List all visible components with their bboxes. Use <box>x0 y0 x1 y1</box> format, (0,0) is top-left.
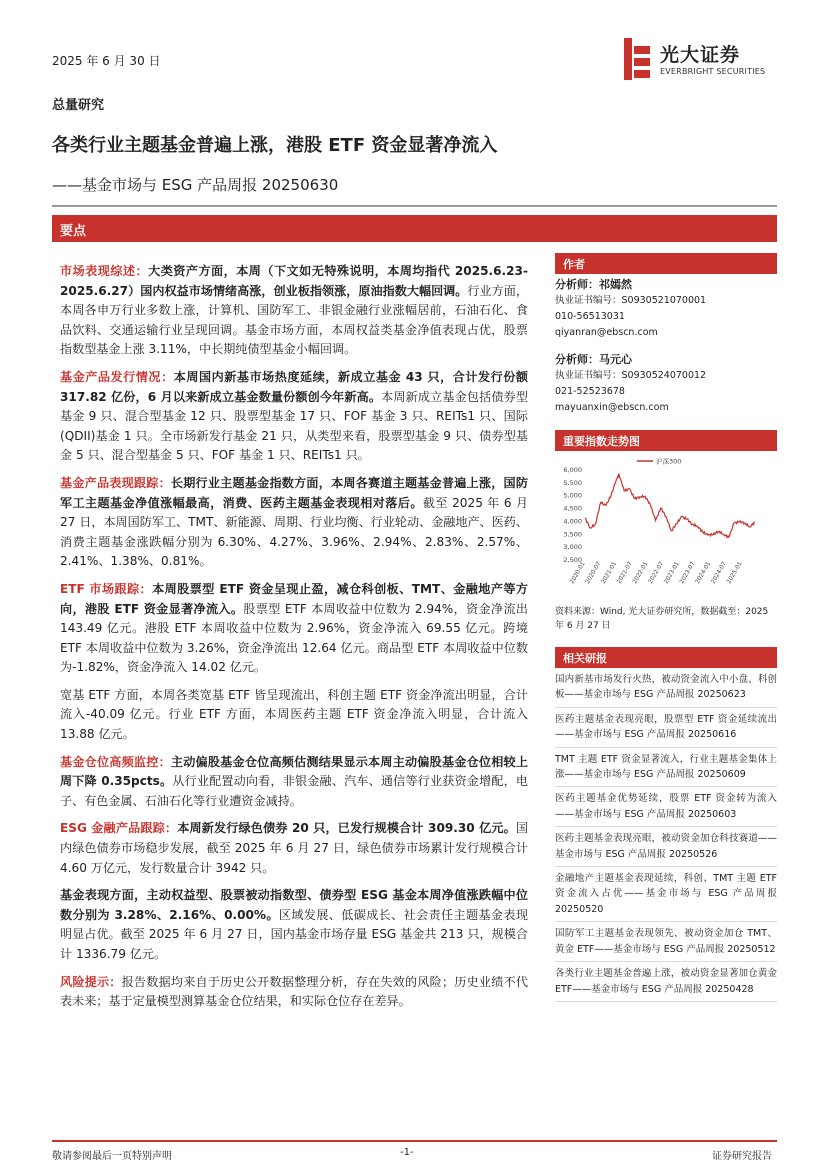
y-tick-label: 3,500 <box>563 530 582 539</box>
legend-label: 沪深300 <box>656 457 682 466</box>
paragraph-bold: 本周新发行绿色债券 20 只，已发行规模合计 309.30 亿元。 <box>177 821 516 836</box>
analyst-phone: 021-52523678 <box>555 386 625 397</box>
logo-text-cn: 光大证券 <box>660 44 741 66</box>
analyst-cert: 执业证书编号：S0930524070012 <box>555 370 707 381</box>
analyst-name: 分析师：马元心 <box>555 353 632 366</box>
analyst-phone: 010-56513031 <box>555 311 625 322</box>
brand-logo <box>622 38 772 80</box>
paragraph-text: 截至 2025 年 6 月 27 日，本周国防军工、TMT、新能源、周期、行业均衡、行业轮动、金融地产、医药、消费主题基金涨跌幅分别为 6.30%、4.27%、3.96%、2.94%、2.83%、2.57%、2.41%、1.38%、0.81%。 <box>60 495 528 569</box>
report-date: 2025 年 6 月 30 日 <box>52 54 161 68</box>
x-tick-label: 2020-07 <box>585 561 603 585</box>
index-chart-section <box>555 430 777 633</box>
paragraph-text: 国内绿色债券市场稳步发展，截至 2025 年 6 月 27 日，绿色债券市场累计发行规模合计 4.60 万亿元，发行数量合计 3942 只。 <box>60 821 529 875</box>
paragraph-text: 行业方面，本周各申万行业多数上涨，计算机、国防军工、非银金融行业涨幅居前，石油石化、食品饮料、交通运输行业呈现回调。基金市场方面，本周权益类基金净值表现占优，股票指数型基金上涨 3.11%，中长期纯债型基金小幅回调。 <box>60 283 528 357</box>
chart-source: 资料来源：Wind, 光大证券研究所，数据截至：2025 年 6 月 27 日 <box>555 607 769 631</box>
paragraph-text: 从行业配置动向看，非银金融、汽车、通信等行业获资金增配，电子、有色金属、石油石化等行业遭资金减持。 <box>60 774 528 808</box>
sidebar <box>555 253 777 1002</box>
paragraph-text: 区域发展、低碳成长、社会责任主题基金表现明显占优。截至 2025 年 6 月 27 日，国内基金市场存量 ESG 基金共 213 只，规模合计 1336.79 亿元。 <box>60 907 528 961</box>
paragraph-lead: 风险提示： <box>60 974 122 989</box>
summary-paragraph <box>60 753 528 812</box>
title-divider <box>52 205 777 207</box>
analyst-email[interactable]: mayuanxin@ebscn.com <box>555 402 669 413</box>
related-report-item[interactable]: 医药主题基金优势延续，股票 ETF 资金转为流入——基金市场与 ESG 产品周报 20250603 <box>555 787 777 827</box>
y-tick-label: 5,500 <box>563 478 582 487</box>
analyst-block <box>555 352 777 416</box>
x-tick-label: 2024-07 <box>710 561 728 585</box>
related-report-item[interactable]: 医药主题基金表现亮眼，股票型 ETF 资金延续流出——基金市场与 ESG 产品周报 20250616 <box>555 708 777 748</box>
related-report-item[interactable]: 金融地产主题基金表现延续，科创、TMT 主题 ETF 资金流入占优——基金市场与 ESG 产品周报 20250520 <box>555 867 777 922</box>
index-trend-chart <box>555 455 777 603</box>
authors-header: 作者 <box>555 253 777 274</box>
y-tick-label: 3,000 <box>563 543 582 552</box>
x-tick-label: 2022-07 <box>647 561 666 585</box>
paragraph-lead: 基金产品表现跟踪： <box>60 475 171 490</box>
paragraph-bold: 长期行业主题基金指数方面，本周各赛道主题基金普遍上涨，国防军工主题基金净值涨幅最高，消费、医药主题基金表现相对落后。 <box>60 475 528 510</box>
chart-header: 重要指数走势图 <box>555 430 777 451</box>
footer-report-type: 证券研究报告 <box>712 1151 772 1162</box>
keypoints-label: 要点 <box>60 224 87 239</box>
x-tick-label: 2023-07 <box>679 561 697 585</box>
analyst-name: 分析师：祁嫣然 <box>555 278 632 291</box>
summary-paragraph <box>60 580 528 678</box>
keypoints-body <box>60 262 528 1012</box>
summary-paragraph <box>60 474 528 572</box>
y-tick-label: 5,000 <box>563 491 582 500</box>
footer-divider <box>52 1140 777 1142</box>
y-tick-label: 4,000 <box>563 517 582 526</box>
paragraph-text: 报告数据均来自于历史公开数据整理分析，存在失效的风险；历史业绩不代表未来；基于定量模型测算基金仓位结果，和实际仓位存在差异。 <box>60 974 528 1009</box>
everbright-logo-icon <box>622 38 652 80</box>
summary-paragraph <box>60 368 528 466</box>
x-tick-label: 2023-01 <box>663 561 681 585</box>
related-reports <box>555 647 777 1002</box>
summary-paragraph <box>60 686 528 745</box>
x-tick-label: 2021-07 <box>616 561 634 585</box>
paragraph-bold: 主动偏股基金仓位高频估测结果显示本周主动偏股基金仓位相较上周下降 0.35pcts。 <box>60 754 528 789</box>
paragraph-lead: ETF 市场跟踪： <box>60 581 153 596</box>
x-tick-label: 2024-01 <box>694 561 713 585</box>
paragraph-bold: 本周股票型 ETF 资金呈现止盈，减仓科创板、TMT、金融地产等方向，港股 ETF 资金显著净流入。 <box>60 581 529 616</box>
series-line-hs300 <box>585 474 755 537</box>
x-tick-label: 2022-01 <box>632 561 650 585</box>
paragraph-text: 股票型 ETF 本周收益中位数为 2.94%，资金净流出 143.49 亿元。港股 ETF 本周收益中位数为 2.96%，资金净流入 69.55 亿元。跨境 ETF 本周收益中位数为 3.26%，资金净流出 12.64 亿元。商品型 ETF 本周收益中位数为-1.82%，资金净流入 14.02 亿元。 <box>60 601 529 675</box>
related-report-item[interactable]: 国内新基市场发行火热，被动资金流入中小盘、科创板——基金市场与 ESG 产品周报 20250623 <box>555 668 777 708</box>
paragraph-lead: 基金仓位高频监控： <box>60 754 171 769</box>
report-title: 各类行业主题基金普遍上涨，港股 ETF 资金显著净流入 <box>52 135 498 156</box>
related-report-item[interactable]: 国防军工主题基金表现领先，被动资金加仓 TMT、黄金 ETF——基金市场与 ESG 产品周报 20250512 <box>555 922 777 962</box>
keypoints-header-bar <box>52 215 777 242</box>
summary-paragraph <box>60 973 528 1012</box>
summary-paragraph <box>60 886 528 964</box>
paragraph-bold: 基金表现方面，主动权益型、股票被动指数型、债券型 ESG 基金本周净值涨跌幅中位数分别为 3.28%、2.16%、0.00%。 <box>60 888 528 922</box>
report-subtitle: ——基金市场与 ESG 产品周报 20250630 <box>52 176 339 194</box>
footer-disclaimer[interactable]: 敬请参阅最后一页特别声明 <box>52 1151 172 1162</box>
analyst-email[interactable]: qiyanran@ebscn.com <box>555 327 658 338</box>
related-report-list <box>555 668 777 1002</box>
report-category: 总量研究 <box>52 98 105 113</box>
y-tick-label: 2,500 <box>563 556 582 564</box>
summary-paragraph <box>60 262 528 360</box>
x-tick-label: 2020-01 <box>569 561 587 585</box>
related-report-item[interactable]: TMT 主题 ETF 资金显著流入，行业主题基金集体上涨——基金市场与 ESG 产品周报 20250609 <box>555 748 777 788</box>
x-tick-label: 2025-01 <box>726 561 744 585</box>
related-report-item[interactable]: 医药主题基金表现亮眼，被动资金加仓科技赛道——基金市场与 ESG 产品周报 20250526 <box>555 827 777 867</box>
analyst-block <box>555 277 777 341</box>
paragraph-bold: 大类资产方面，本周（下文如无特殊说明，本周均指代 2025.6.23-2025.6.27）国内权益市场情绪高涨，创业板指领涨，原油指数大幅回调。 <box>60 264 528 298</box>
page-number: -1- <box>400 1147 414 1158</box>
summary-paragraph <box>60 819 528 878</box>
y-tick-label: 6,000 <box>563 466 582 474</box>
paragraph-lead: ESG 金融产品跟踪： <box>60 821 178 836</box>
related-report-item[interactable]: 各类行业主题基金普遍上涨，被动资金显著加仓黄金 ETF——基金市场与 ESG 产品周报 20250428 <box>555 962 777 1002</box>
paragraph-lead: 基金产品发行情况： <box>60 369 174 384</box>
x-tick-label: 2021-01 <box>600 561 619 585</box>
paragraph-bold: 本周国内新基市场热度延续，新成立基金 43 只，合计发行份额 317.82 亿份，6 月以来新成立基金数量份额创今年新高。 <box>60 369 528 404</box>
analyst-cert: 执业证书编号：S0930521070001 <box>555 295 707 306</box>
paragraph-text: 本周新成立基金包括债券型基金 9 只、混合型基金 12 只、股票型基金 17 只、FOF 基金 3 只、REITs1 只、国际(QDII)基金 1 只。全市场新发行基金 21 只，从类型来看，股票型基金 9 只、债券型基金 5 只、混合型基金 5 只、FOF 基金 1 只、REITs1 只。 <box>60 389 528 463</box>
related-header: 相关研报 <box>555 647 777 668</box>
y-tick-label: 4,500 <box>563 504 582 513</box>
logo-text-en: EVERBRIGHT SECURITIES <box>660 67 766 76</box>
paragraph-text: 宽基 ETF 方面，本周各类宽基 ETF 皆呈现流出，科创主题 ETF 资金净流出明显，合计流入-40.09 亿元。行业 ETF 方面，本周医药主题 ETF 资金净流入明显，合计流入 13.88 亿元。 <box>60 687 528 742</box>
paragraph-lead: 市场表现综述： <box>60 264 149 278</box>
